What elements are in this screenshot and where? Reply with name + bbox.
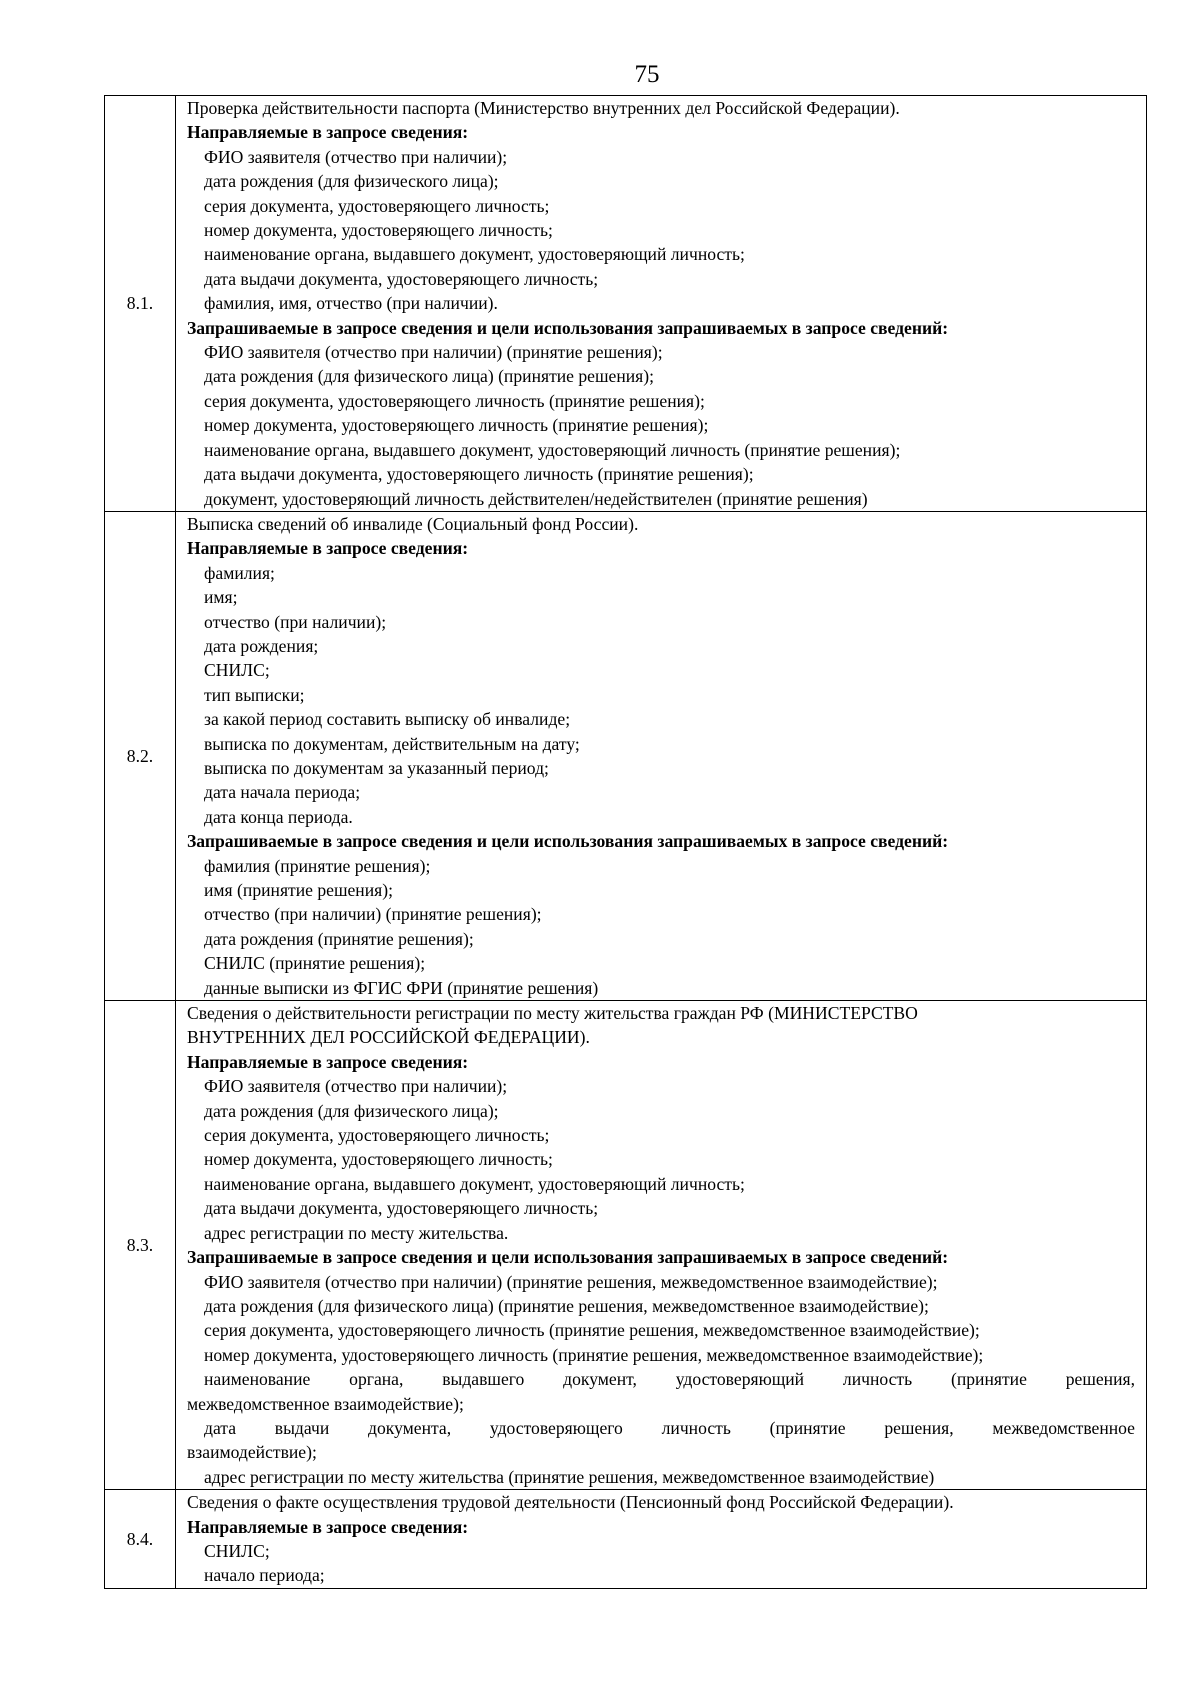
list-item: фамилия (принятие решения); [204,855,431,876]
list-item: СНИЛС; [204,660,270,681]
page-number: 75 [634,61,660,88]
list-item: фамилия, имя, отчество (при наличии). [204,293,498,314]
section-heading: Запрашиваемые в запросе сведения и цели использования запрашиваемых в запросе сведений: [187,1247,949,1268]
list-item: дата рождения (для физического лица) (принятие решения, межведомственное взаимодействие); [204,1295,929,1316]
list-item: номер документа, удостоверяющего личность (принятие решения); [204,415,709,436]
list-item: отчество (при наличии) (принятие решения); [204,904,542,925]
row-content [176,1001,1147,1490]
list-item: дата выдачи документа, удостоверяющего личность; [204,1198,599,1219]
list-item: СНИЛС (принятие решения); [204,953,426,974]
list-item: документ, удостоверяющий личность действителен/недействителен (принятие решения) [204,488,868,509]
list-item: за какой период составить выписку об инвалиде; [204,709,571,730]
list-item: серия документа, удостоверяющего личность; [204,1125,550,1146]
row-content [176,511,1147,1000]
row-number: 8.2. [105,511,176,1000]
table-row [105,1490,1147,1589]
list-item: номер документа, удостоверяющего личность (принятие решения, межведомственное взаимодействие); [204,1344,984,1365]
list-item: отчество (при наличии); [204,611,387,632]
row-content [176,96,1147,512]
content-line: межведомственное взаимодействие); [187,1393,464,1414]
content-line: взаимодействие); [187,1442,317,1463]
row-title: Выписка сведений об инвалиде (Социальный фонд России). [187,513,639,534]
list-item: фамилия; [204,562,275,583]
list-item: ФИО заявителя (отчество при наличии); [204,1076,508,1097]
row-number: 8.3. [105,1001,176,1490]
list-item: наименование органа, выдавшего документ, удостоверяющий личность; [204,244,745,265]
list-item: дата выдачи документа, удостоверяющего личность (принятие решения); [204,464,754,485]
list-item: дата рождения (принятие решения); [204,928,474,949]
row-number: 8.1. [105,96,176,512]
table-body [105,96,1147,1589]
list-item: дата рождения (для физического лица); [204,1100,499,1121]
row-title: Сведения о действительности регистрации по месту жительства граждан РФ (МИНИСТЕРСТВО [187,1003,918,1024]
list-item: имя; [204,587,238,608]
content-line: ВНУТРЕННИХ ДЕЛ РОССИЙСКОЙ ФЕДЕРАЦИИ). [187,1027,590,1048]
section-heading: Запрашиваемые в запросе сведения и цели использования запрашиваемых в запросе сведений: [187,831,949,852]
list-item: дата выдачи документа, удостоверяющего личность; [204,268,599,289]
section-heading: Направляемые в запросе сведения: [187,538,469,559]
section-heading: Направляемые в запросе сведения: [187,1051,469,1072]
list-item: дата рождения (для физического лица); [204,171,499,192]
list-item: адрес регистрации по месту жительства. [204,1222,509,1243]
list-item: выписка по документам за указанный период; [204,757,549,778]
list-item: ФИО заявителя (отчество при наличии); [204,146,508,167]
row-number: 8.4. [105,1490,176,1589]
table-row [105,1001,1147,1490]
list-item: СНИЛС; [204,1540,270,1561]
list-item: тип выписки; [204,684,305,705]
list-item: наименование органа, выдавшего документ, удостоверяющий личность (принятие решения); [204,439,901,460]
table-row [105,96,1147,512]
list-item: дата начала периода; [204,782,361,803]
list-item: номер документа, удостоверяющего личность; [204,220,553,241]
section-heading: Запрашиваемые в запросе сведения и цели использования запрашиваемых в запросе сведений: [187,317,949,338]
list-item: серия документа, удостоверяющего личность; [204,195,550,216]
list-item: ФИО заявителя (отчество при наличии) (принятие решения, межведомственное взаимодействие); [204,1271,938,1292]
section-heading: Направляемые в запросе сведения: [187,1516,469,1537]
list-item: номер документа, удостоверяющего личность; [204,1149,553,1170]
table-row [105,511,1147,1000]
list-item: адрес регистрации по месту жительства (принятие решения, межведомственное взаимодействие) [204,1466,935,1487]
list-item: начало периода; [204,1565,325,1586]
list-item: серия документа, удостоверяющего личность (принятие решения); [204,390,705,411]
section-heading: Направляемые в запросе сведения: [187,122,469,143]
list-item: дата конца периода. [204,806,353,827]
list-item: ФИО заявителя (отчество при наличии) (принятие решения); [204,342,663,363]
row-title: Сведения о факте осуществления трудовой деятельности (Пенсионный фонд Российской Федерации). [187,1492,954,1513]
list-item: дата рождения; [204,635,319,656]
requirements-table [104,95,1147,1589]
row-title: Проверка действительности паспорта (Министерство внутренних дел Российской Федерации). [187,98,900,118]
list-item: серия документа, удостоверяющего личность (принятие решения, межведомственное взаимодействие); [204,1320,980,1341]
list-item: выписка по документам, действительным на дату; [204,733,580,754]
list-item: дата выдачи документа, удостоверяющего личность (принятие решения, межведомственное [204,1417,1135,1438]
list-item: имя (принятие решения); [204,880,393,900]
row-content [176,1490,1147,1589]
list-item: наименование органа, выдавшего документ, удостоверяющий личность (принятие решения, [204,1369,1135,1390]
list-item: наименование органа, выдавшего документ, удостоверяющий личность; [204,1173,745,1194]
list-item: дата рождения (для физического лица) (принятие решения); [204,366,655,387]
list-item: данные выписки из ФГИС ФРИ (принятие решения) [204,977,599,998]
